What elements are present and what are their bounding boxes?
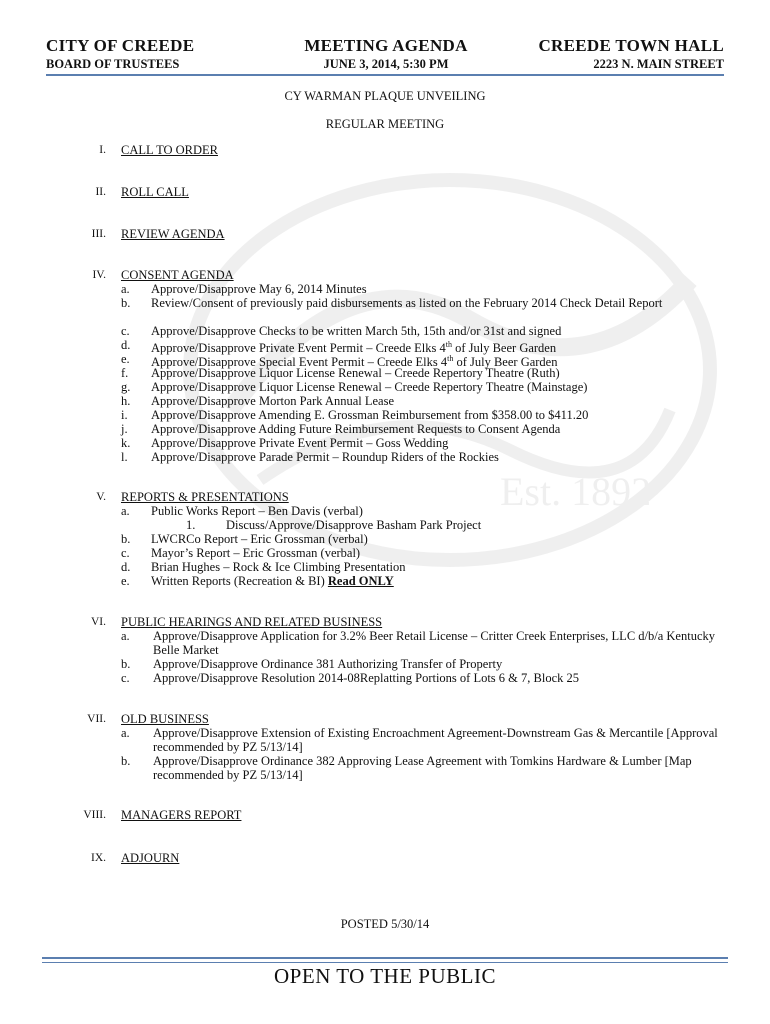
city-name: CITY OF CREEDE: [46, 36, 195, 55]
meeting-type: REGULAR MEETING: [325, 117, 445, 131]
section-number: I.: [99, 144, 106, 156]
section-title: ROLL CALL: [121, 185, 189, 199]
section-number: III.: [91, 228, 106, 240]
list-item: b. LWCRCo Report – Eric Grossman (verbal): [121, 532, 368, 546]
list-item: k. Approve/Disapprove Private Event Permit – Goss Wedding: [121, 436, 449, 450]
section-number: VI.: [90, 616, 106, 628]
list-item: a. Approve/Disapprove Application for 3.2% Beer Retail License – Critter Creek Enterprises, LLC d/b/a Kentucky Belle Market: [121, 629, 715, 657]
reports-items: [0, 504, 770, 588]
section-title: REVIEW AGENDA: [121, 227, 225, 241]
list-item: b. Review/Consent of previously paid disbursements as listed on the February 2014 Check Detail Report: [121, 296, 663, 310]
footer-divider: [42, 957, 728, 959]
agenda-header: [46, 36, 724, 76]
section-title: PUBLIC HEARINGS AND RELATED BUSINESS: [121, 615, 383, 629]
list-item: c. Mayor’s Report – Eric Grossman (verbal): [121, 546, 361, 560]
list-item: g. Approve/Disapprove Liquor License Renewal – Creede Repertory Theatre (Mainstage): [121, 380, 588, 394]
board-name: BOARD OF TRUSTEES: [46, 57, 180, 71]
list-item: l. Approve/Disapprove Parade Permit – Roundup Riders of the Rockies: [121, 450, 499, 464]
list-item: a. Public Works Report – Ben Davis (verbal): [121, 504, 363, 518]
list-item: c. Approve/Disapprove Resolution 2014-08Replatting Portions of Lots 6 & 7, Block 25: [121, 671, 580, 685]
posted-date: POSTED 5/30/14: [340, 917, 430, 931]
section-number: IX.: [90, 852, 106, 864]
section-title: CONSENT AGENDA: [121, 268, 234, 282]
list-item: e. Approve/Disapprove Special Event Permit – Creede Elks 4th of July Beer Garden: [121, 352, 558, 370]
footer-divider-thin: [42, 962, 728, 963]
section-title: OLD BUSINESS: [121, 712, 209, 726]
read-only-note: Read ONLY: [327, 574, 394, 588]
section-title: ADJOURN: [121, 851, 180, 865]
list-item: a. Approve/Disapprove May 6, 2014 Minutes: [121, 282, 367, 296]
list-item: h. Approve/Disapprove Morton Park Annual Lease: [121, 394, 394, 408]
header-divider: [46, 74, 724, 76]
list-item: i. Approve/Disapprove Amending E. Grossman Reimbursement from $358.00 to $411.20: [121, 408, 589, 422]
list-item: c. Approve/Disapprove Checks to be written March 5th, 15th and/or 31st and signed: [121, 324, 562, 338]
section-number: IV.: [92, 269, 106, 281]
public-hearings-items: [0, 629, 770, 685]
list-item: j. Approve/Disapprove Adding Future Reimbursement Requests to Consent Agenda: [121, 422, 561, 436]
list-item: b. Approve/Disapprove Ordinance 382 Approving Lease Agreement with Tomkins Hardware & Lumber [Map recommended by PZ 5/13/14]: [121, 754, 692, 782]
watermark-text: Est. 1892: [500, 469, 652, 514]
section-title: MANAGERS REPORT: [121, 808, 242, 822]
footer-notice: OPEN TO THE PUBLIC: [274, 964, 496, 988]
section-title: CALL TO ORDER: [121, 143, 218, 157]
section-title: REPORTS & PRESENTATIONS: [121, 490, 289, 504]
venue-name: CREEDE TOWN HALL: [538, 36, 724, 55]
list-item: f. Approve/Disapprove Liquor License Renewal – Creede Repertory Theatre (Ruth): [121, 366, 560, 380]
consent-agenda-items: [0, 282, 770, 464]
list-item: d. Brian Hughes – Rock & Ice Climbing Presentation: [121, 560, 406, 574]
section-number: VIII.: [83, 809, 106, 821]
event-subtitle: CY WARMAN PLAQUE UNVEILING: [284, 89, 486, 103]
old-business-items: [0, 726, 770, 782]
list-subitem: 1. Discuss/Approve/Disapprove Basham Park Project: [186, 518, 482, 532]
venue-address: 2223 N. MAIN STREET: [593, 57, 724, 71]
meeting-date: JUNE 3, 2014, 5:30 PM: [323, 57, 449, 71]
list-item: e. Written Reports (Recreation & BI) Read ONLY: [121, 574, 394, 588]
document-title: MEETING AGENDA: [304, 36, 468, 55]
section-number: VII.: [87, 713, 106, 725]
list-item: b. Approve/Disapprove Ordinance 381 Authorizing Transfer of Property: [121, 657, 503, 671]
section-number: II.: [95, 186, 106, 198]
list-item: d. Approve/Disapprove Private Event Permit – Creede Elks 4th of July Beer Garden: [121, 338, 557, 356]
section-number: V.: [96, 491, 106, 503]
list-item: a. Approve/Disapprove Extension of Existing Encroachment Agreement-Downstream Gas & Mercantile [Approval recommended by PZ 5/13/14]: [121, 726, 718, 754]
